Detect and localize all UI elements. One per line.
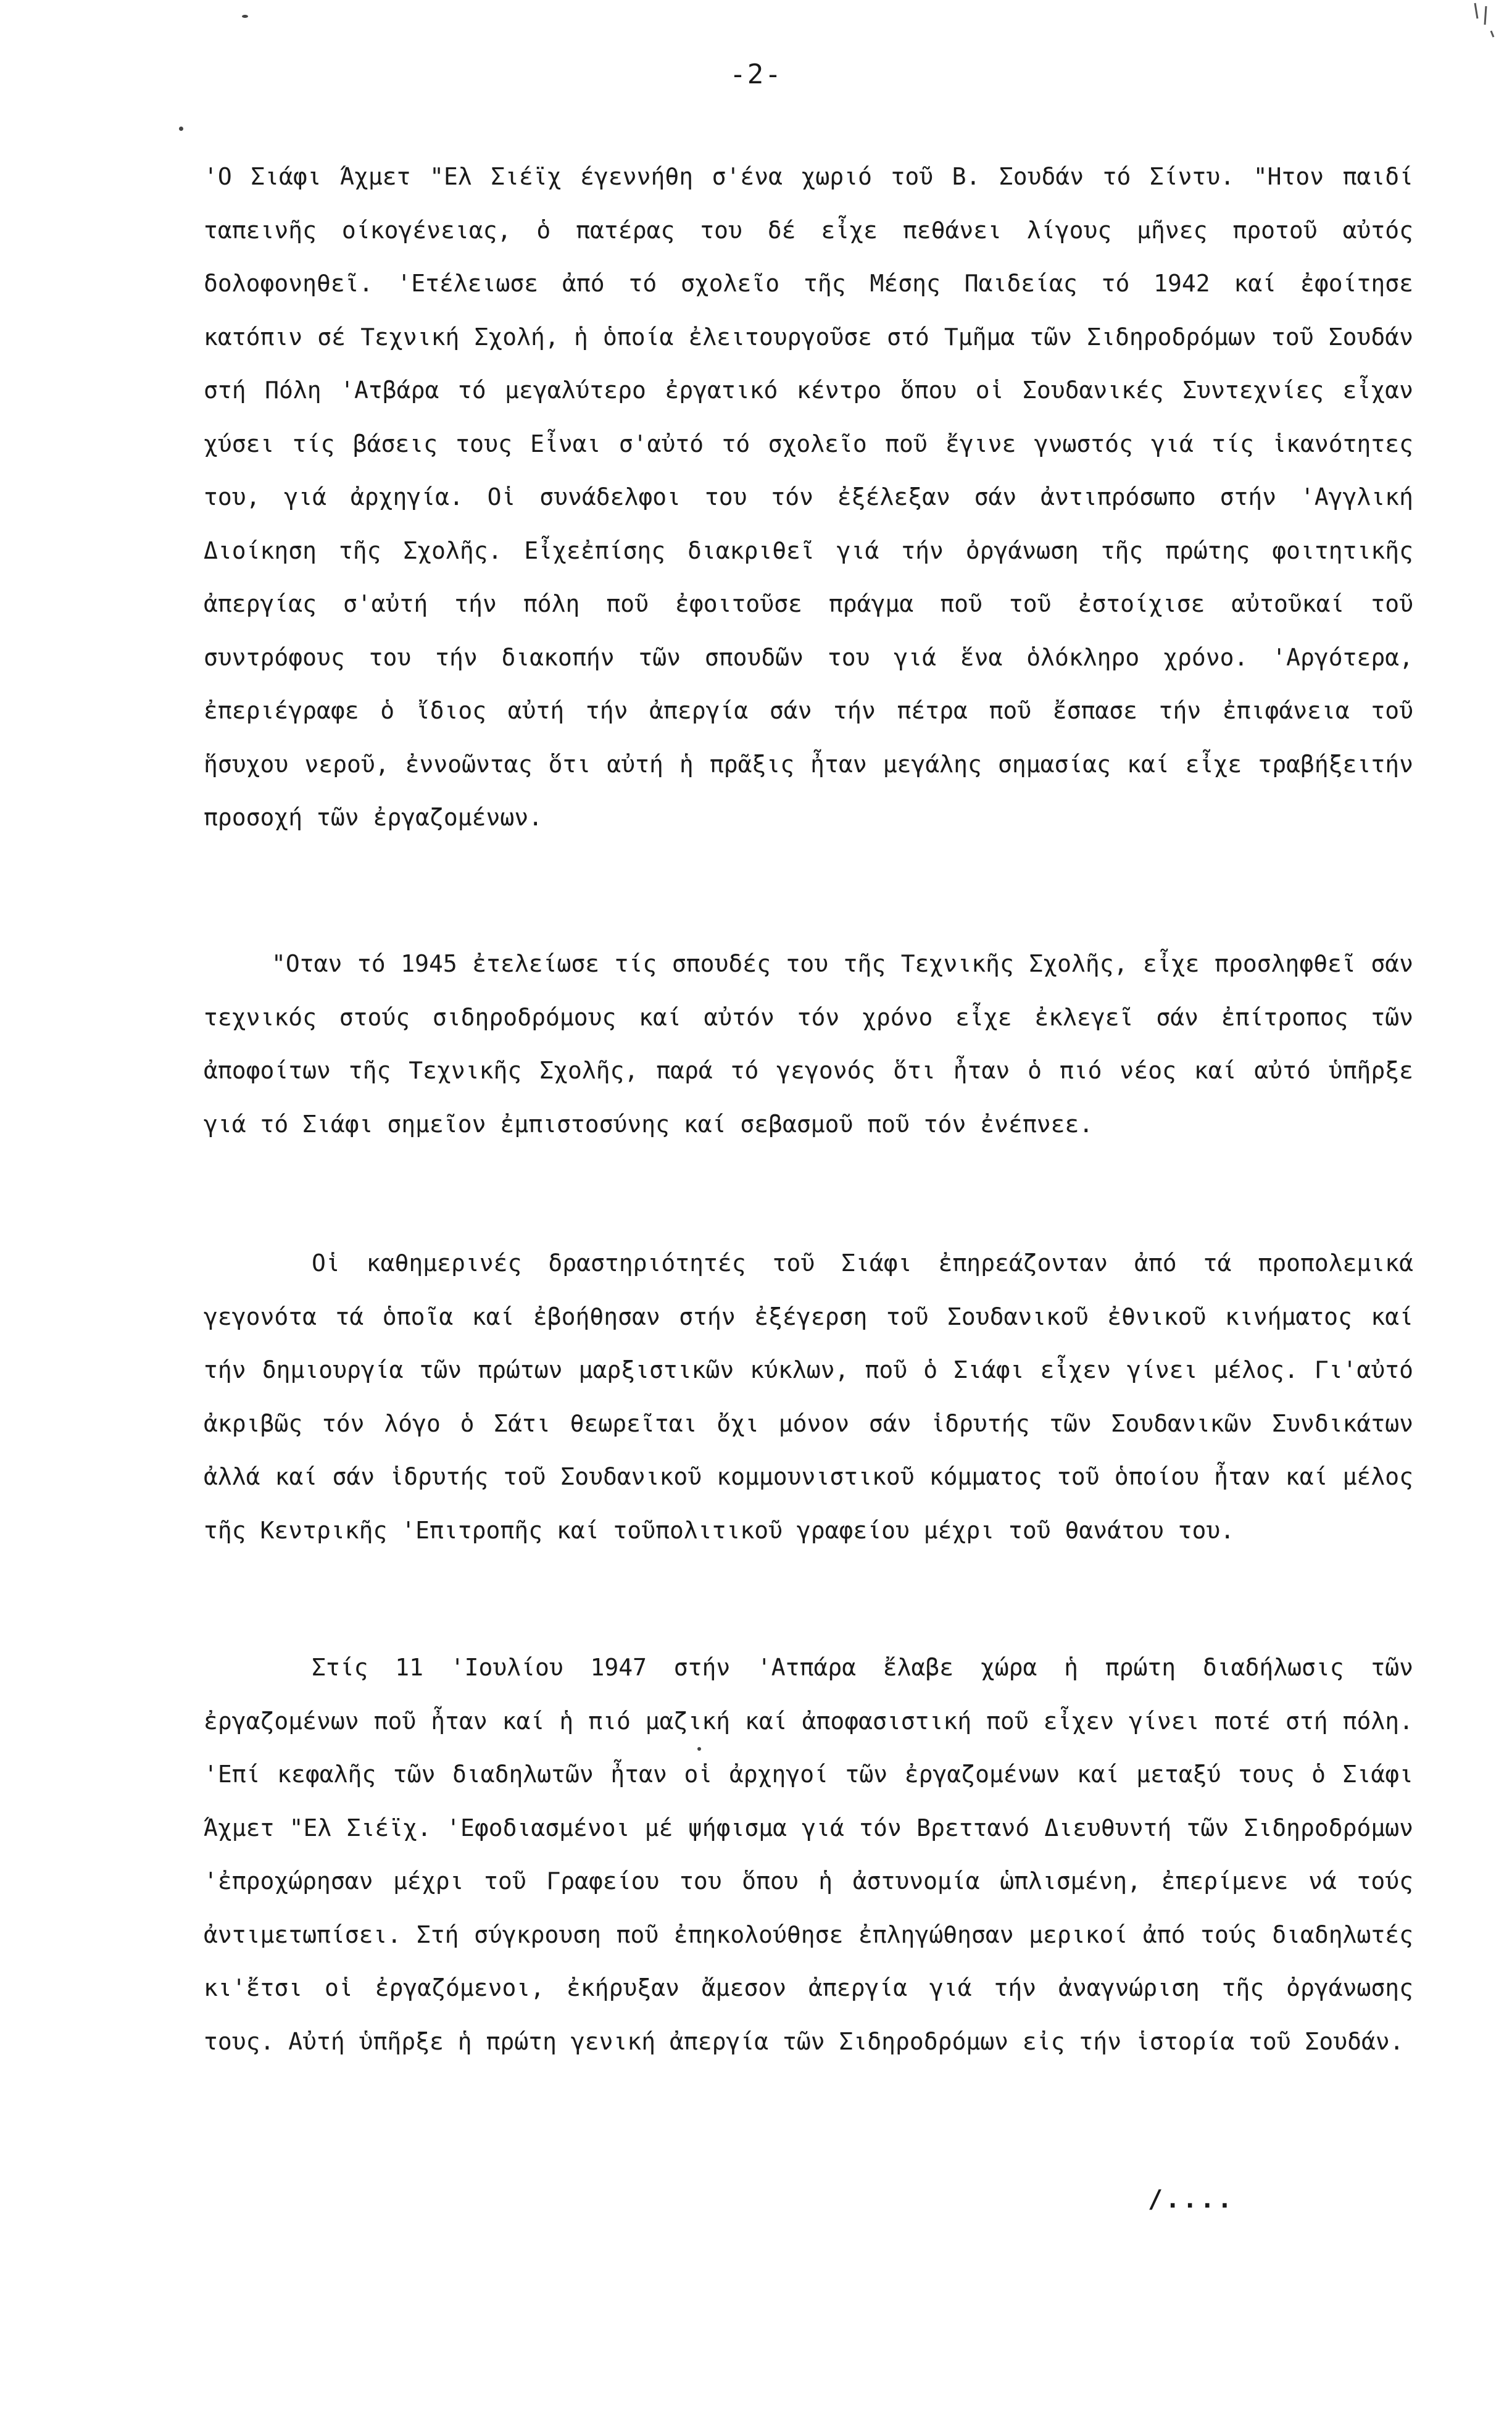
page-number: -2-: [729, 59, 783, 90]
paragraph-2: "Οταν τό 1945 ἐτελείωσε τίς σπουδές του τῆς Τεχνικῆς Σχολῆς, εἶχε προσληφθεῖ σάν τεχνικός στούς σιδηροδρόμους καί αὐτόν τόν χρόνο εἶχε ἐκλεγεῖ σάν ἐπίτροπος τῶν ἀποφοίτων τῆς Τεχνικῆς Σχολῆς, παρά τό γεγονός ὅτι ἦταν ὁ πιό νέος καί αὐτό ὑπῆρξε γιά τό Σιάφι σημεῖον ἐμπιστοσύνης καί σεβασμοῦ ποῦ τόν ἐνέπνεε.: [204, 950, 1413, 1138]
paragraph-3: Οἱ καθημερινές δραστηριότητές τοῦ Σιάφι ἐπηρεάζονταν ἀπό τά προπολεμικά γεγονότα τά ὁποῖα καί ἐβοήθησαν στήν ἐξέγερση τοῦ Σουδανικοῦ ἐθνικοῦ κινήματος καί τήν δημιουργία τῶν πρώτων μαρξιστικῶν κύκλων, ποῦ ὁ Σιάφι εἶχεν γίνει μέλος. Γι'αὐτό ἀκριβῶς τόν λόγο ὁ Σάτι θεωρεῖται ὄχι μόνον σάν ἱδρυτής τῶν Σουδανικῶν Συνδικάτων ἀλλά καί σάν ἱδρυτής τοῦ Σουδανικοῦ κομμουνιστικοῦ κόμματος τοῦ ὁποίου ἦταν καί μέλος τῆς Κεντρικῆς 'Επιτροπῆς καί τοῦπολιτικοῦ γραφείου μέχρι τοῦ θανάτου του.: [204, 1249, 1413, 1544]
paragraph-1: 'Ο Σιάφι Άχμετ "Ελ Σιέϊχ έγεννήθη σ'ένα χωριό τοῦ Β. Σουδάν τό Σίντυ. "Ητον παιδί ταπεινῆς οίκογένειας, ὁ πατέρας του δέ εἶχε πεθάνει λίγους μῆνες προτοῦ αὐτός δολοφονηθεῖ. 'Ετέλειωσε ἀπό τό σχολεῖο τῆς Μέσης Παιδείας τό 1942 καί ἐφοίτησε κατόπιν σέ Τεχνική Σχολή, ἡ ὁποία ἐλειτουργοῦσε στό Τμῆμα τῶν Σιδηροδρόμων τοῦ Σουδάν στή Πόλη 'Ατβάρα τό μεγαλύτερο ἐργατικό κέντρο ὅπου οἱ Σουδανικές Συντεχνίες εἶχαν χύσει τίς βάσεις τους Εἶναι σ'αὐτό τό σχολεῖο ποῦ ἔγινε γνωστός γιά τίς ἱκανότητες του, γιά ἀρχηγία. Οἱ συνάδελφοι του τόν ἐξέλεξαν σάν ἀντιπρόσωπο στήν 'Αγγλική Διοίκηση τῆς Σχολῆς. Εἶχεἐπίσης διακριθεῖ γιά τήν ὀργάνωση τῆς πρώτης φοιτητικῆς ἀπεργίας σ'αὐτή τήν πόλη ποῦ ἐφοιτοῦσε πράγμα ποῦ τοῦ ἐστοίχισε αὐτοῦκαί τοῦ συντρόφους του τήν διακοπήν τῶν σπουδῶν του γιά ἕνα ὁλόκληρο χρόνο. 'Αργότερα, ἐπεριέγραφε ὁ ἴδιος αὐτή τήν ἀπεργία σάν τήν πέτρα ποῦ ἔσπασε τήν ἐπιφάνεια τοῦ ἥσυχου νεροῦ, ἐννοῶντας ὅτι αὐτή ἡ πρᾶξις ἦταν μεγάλης σημασίας καί εἶχε τραβήξειτήν προσοχή τῶν ἐργαζομένων.: [204, 163, 1413, 831]
paragraph-4: Στίς 11 'Ιουλίου 1947 στήν 'Ατπάρα ἔλαβε χώρα ἡ πρώτη διαδήλωσις τῶν ἐργαζομένων ποῦ ἦταν καί ἡ πιό μαζική καί ἀποφασιστική ποῦ εἶχεν γίνει ποτέ στή πόλη. 'Επί κεφαλῆς τῶν διαδηλωτῶν ἦταν οἱ ἀρχηγοί τῶν ἐργαζομένων καί μεταξύ τους ὁ Σιάφι Άχμετ "Ελ Σιέϊχ. 'Εφοδιασμένοι μέ ψήφισμα γιά τόν Βρεττανό Διευθυντή τῶν Σιδηροδρόμων 'ἐπροχώρησαν μέχρι τοῦ Γραφείου του ὅπου ἡ ἀστυνομία ὡπλισμένη, ἐπερίμενε νά τούς ἀντιμετωπίσει. Στή σύγκρουση ποῦ ἐπηκολούθησε ἐπληγώθησαν μερικοί ἀπό τούς διαδηλωτές κι'ἔτσι οἱ ἐργαζόμενοι, ἐκήρυξαν ἄμεσον ἀπεργία γιά τήν ἀναγνώριση τῆς ὀργάνωσης τους. Αὐτή ὑπῆρξε ἡ πρώτη γενική ἀπεργία τῶν Σιδηροδρόμων εἰς τήν ἱστορία τοῦ Σουδάν.: [204, 1654, 1413, 2055]
scan-speck: [242, 15, 248, 18]
continuation-mark: /....: [1148, 2185, 1235, 2214]
scan-speck: [179, 127, 183, 131]
scan-edge-marks: [1463, 0, 1500, 56]
